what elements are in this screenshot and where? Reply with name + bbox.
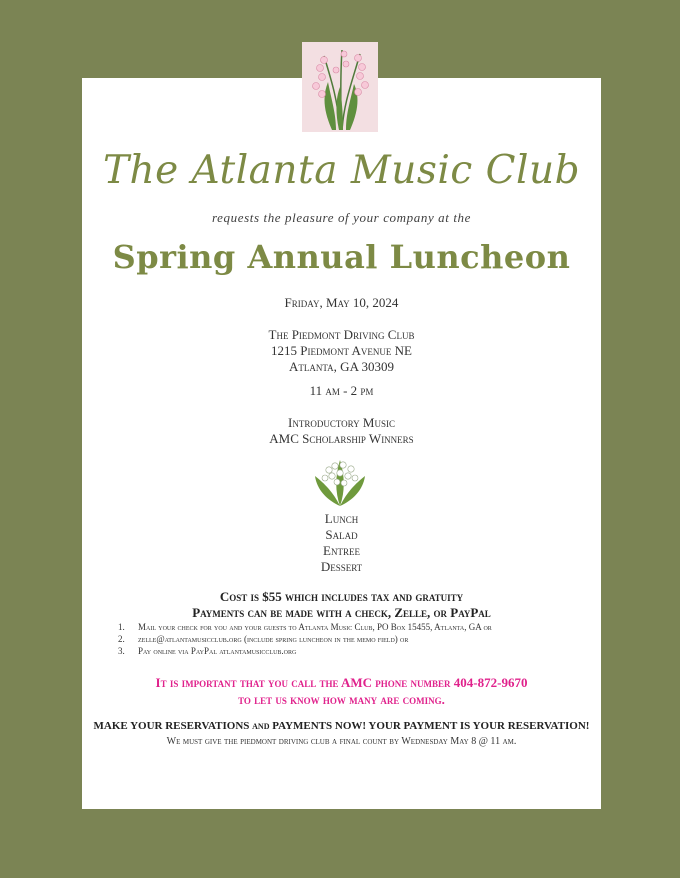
- program-item: AMC Scholarship Winners: [269, 431, 414, 446]
- event-date: Friday, May 10, 2024: [284, 295, 399, 310]
- club-title: The Atlanta Music Club: [102, 148, 581, 193]
- venue-street: 1215 Piedmont Avenue NE: [271, 343, 412, 358]
- final-count-line: We must give the piedmont driving club a final count by Wednesday May 8 @ 11 am.: [166, 736, 517, 747]
- payment-option: [118, 645, 588, 657]
- payments-line: Payments can be made with a check, Zelle, or PayPal: [192, 605, 491, 620]
- event-time: 11 am - 2 pm: [309, 383, 374, 398]
- menu-item: Dessert: [320, 559, 363, 574]
- payment-option: [118, 621, 588, 633]
- list-number: 1.: [118, 622, 125, 632]
- important-line: It is important that you call the AMC phone number 404-872-9670: [155, 675, 528, 690]
- list-number: 3.: [118, 646, 125, 656]
- cost-block: [82, 589, 601, 621]
- menu-item: Entree: [323, 543, 360, 558]
- venue-city: Atlanta, GA 30309: [289, 359, 394, 374]
- menu-item: Lunch: [324, 511, 359, 526]
- list-number: 2.: [118, 634, 125, 644]
- important-line: to let us know how many are coming.: [238, 692, 445, 707]
- venue-block: [82, 327, 601, 375]
- bouquet-illustration: [313, 456, 367, 508]
- important-notice: [82, 674, 601, 708]
- menu-block: [82, 511, 601, 575]
- payment-option-text: zelle@atlantamusicclub.org (include spring luncheon in the memo field) or: [138, 634, 409, 644]
- cost-line: Cost is $55 which includes tax and gratuity: [219, 589, 464, 604]
- payment-options-list: [118, 621, 588, 657]
- venue-name: The Piedmont Driving Club: [268, 327, 415, 342]
- reservation-line: MAKE YOUR RESERVATIONS and PAYMENTS NOW! YOUR PAYMENT IS YOUR RESERVATION!: [93, 720, 590, 732]
- payment-option-text: Pay online via PayPal atlantamusicclub.org: [138, 646, 297, 656]
- requests-line: requests the pleasure of your company at the: [211, 210, 472, 225]
- event-title: Spring Annual Luncheon: [112, 238, 571, 276]
- lily-of-the-valley-illustration: [302, 42, 378, 132]
- payment-option: [118, 633, 588, 645]
- menu-item: Salad: [325, 527, 358, 542]
- payment-option-text: Mail your check for you and your guests to Atlanta Music Club, PO Box 15455, Atlanta, GA or: [138, 622, 492, 632]
- program-item: Introductory Music: [288, 415, 395, 430]
- program-block: [82, 415, 601, 447]
